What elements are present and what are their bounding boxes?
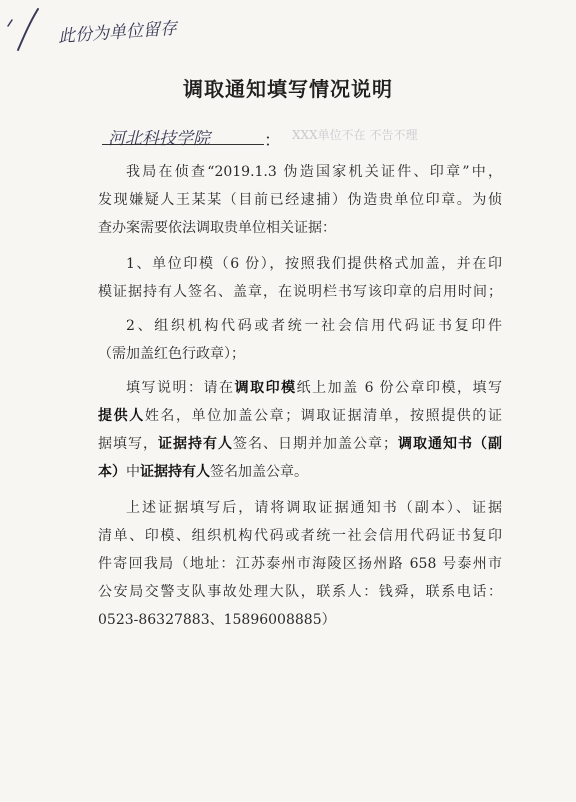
instruction-bold-text: 本）: [98, 464, 126, 480]
document-title: 调取通知填写情况说明: [183, 77, 393, 101]
paragraph-line: 我局在侦查“2019.1.3 伪造国家机关证件、印章”中，: [126, 164, 502, 180]
instruction-bold-text: 证据持有人: [158, 436, 233, 452]
handwritten-corner-note: 此份为单位留存: [57, 18, 178, 47]
paragraph-line: 上述证据填写后，请将调取证据通知书（副本）、证据: [126, 500, 502, 516]
list-item-line: 1、单位印模（6 份），按照我们提供格式加盖，并在印: [126, 256, 502, 272]
paragraph-line: 清单、印模、组织机构代码或者统一社会信用代码证书复印: [98, 528, 502, 544]
addressee-colon: ：: [264, 131, 281, 151]
instruction-bold-text: 提供人: [98, 408, 145, 424]
handwritten-addressee: 河北科技学院: [108, 129, 210, 149]
instruction-text: 中: [126, 464, 140, 480]
instruction-bold-text: 证据持有人: [140, 464, 210, 480]
instruction-text: 填写说明：请在: [126, 380, 235, 396]
addressee-row: [98, 120, 288, 150]
bleed-through-text: XXX单位不在 不告不理: [292, 128, 418, 142]
handwritten-stroke: [6, 6, 46, 56]
instruction-bold-text: 调取通知书（副: [397, 436, 502, 452]
list-item-line: 2、组织机构代码或者统一社会信用代码证书复印件: [126, 318, 502, 334]
instruction-text: 纸上加盖 6 份公章印模，填写: [296, 380, 502, 396]
instruction-line: [98, 432, 502, 456]
instruction-bold-text: 调取印模: [234, 380, 297, 396]
instruction-text: 据填写，: [98, 436, 158, 452]
list-item-line: 模证据持有人签名、盖章，在说明栏书写该印章的启用时间；: [98, 284, 502, 300]
instruction-line: [126, 376, 502, 400]
paragraph-line: 件寄回我局（地址：江苏泰州市海陵区扬州路 658 号泰州市: [98, 556, 502, 572]
instruction-line: [98, 460, 502, 484]
paragraph-line: 公安局交警支队事故处理大队，联系人：钱舜，联系电话：: [98, 584, 502, 600]
instruction-text: 姓名，单位加盖公章；调取证据清单，按照提供的证: [144, 408, 502, 424]
paragraph-line: 查办案需要依法调取贵单位相关证据：: [98, 220, 336, 236]
contact-phone-line: 0523-86327883、15896008885）: [98, 612, 336, 628]
instruction-text: 签名加盖公章。: [210, 464, 308, 480]
list-item-line: （需加盖红色行政章）；: [98, 346, 245, 362]
addressee-underline: [102, 144, 264, 145]
instruction-line: [98, 404, 502, 428]
paragraph-line: 发现嫌疑人王某某（目前已经逮捕）伪造贵单位印章。为侦: [98, 192, 502, 208]
instruction-text: 签名、日期并加盖公章；: [233, 436, 397, 452]
